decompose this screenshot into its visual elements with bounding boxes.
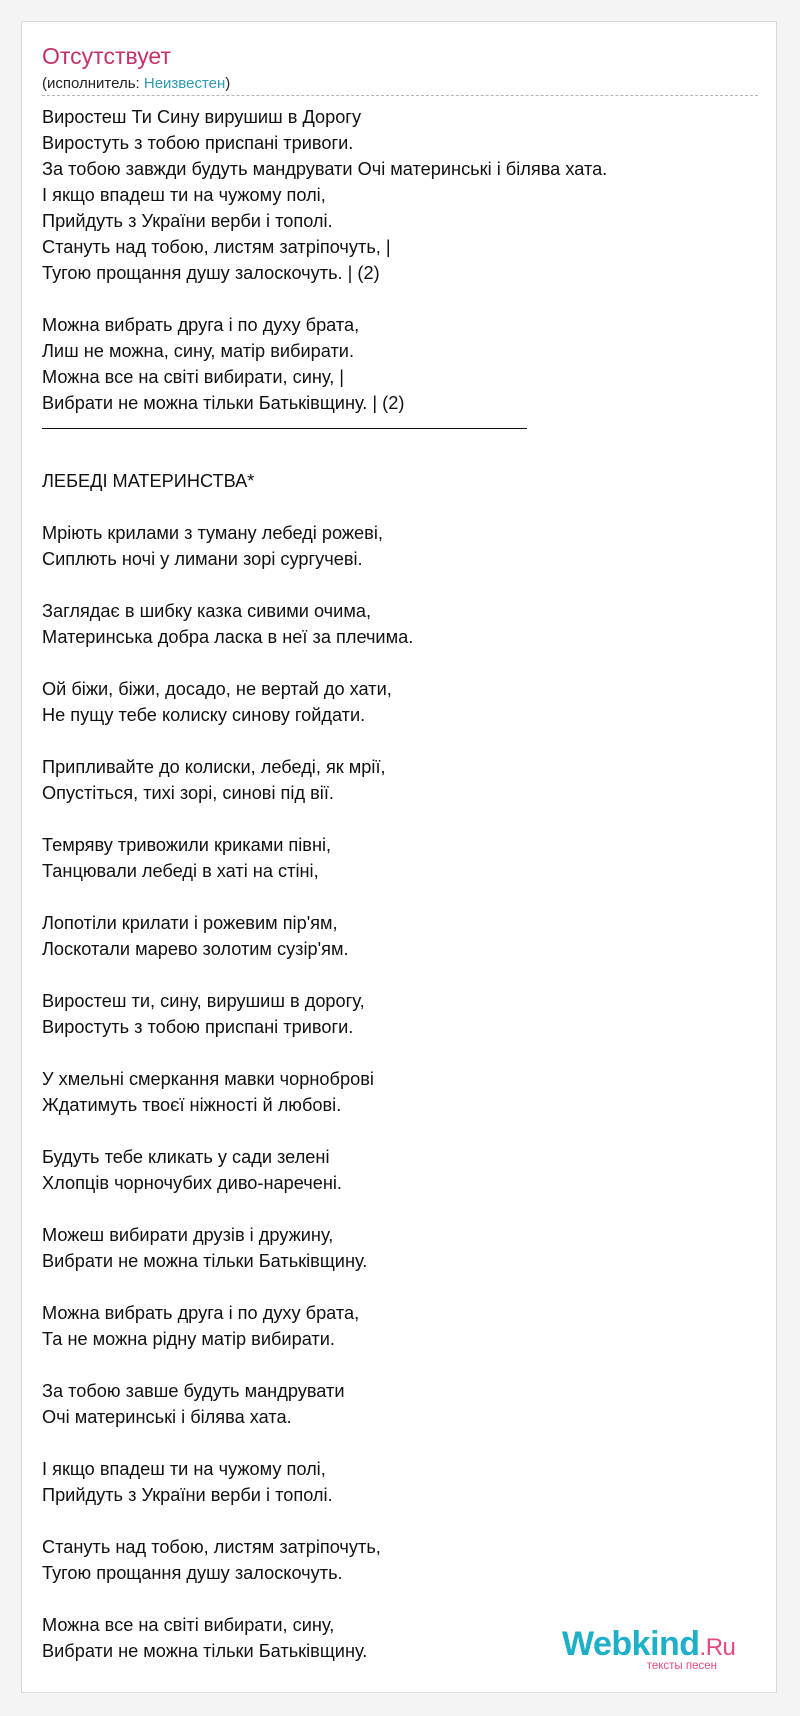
lyric-line: Вибрати не можна тільки Батьківщину. — [42, 1641, 368, 1661]
lyric-line: Вибрати не можна тільки Батьківщину. — [42, 1251, 368, 1271]
lyric-line: Можна все на світі вибирати, сину, — [42, 1615, 335, 1635]
artist-line — [42, 74, 230, 94]
blank-line — [42, 1508, 758, 1534]
lyric-line: За тобою завжди будуть мандрувати Очі материнські і білява хата. — [42, 159, 608, 179]
lyric-line: Лоскотали марево золотим сузір'ям. — [42, 939, 349, 959]
title-divider — [42, 95, 758, 96]
artist-link[interactable]: Неизвестен — [143, 75, 226, 92]
artist-suffix: ) — [225, 75, 231, 92]
lyric-line: Тугою прощання душу залоскочуть. | (2) — [42, 263, 380, 283]
webkind-logo[interactable] — [562, 1626, 752, 1676]
blank-line — [42, 962, 758, 988]
lyric-line: Сиплють ночі у лимани зорі сургучеві. — [42, 549, 363, 569]
lyric-line: Темряву тривожили криками півні, — [42, 835, 332, 855]
blank-line — [42, 572, 758, 598]
lyric-line: Опустіться, тихі зорі, синові під вії. — [42, 783, 334, 803]
lyric-line: Можна вибрать друга і по духу брата, — [42, 1303, 360, 1323]
blank-line — [42, 1586, 758, 1612]
logo-tagline: тексты песен — [646, 1660, 717, 1672]
lyric-line: Та не можна рідну матір вибирати. — [42, 1329, 335, 1349]
lyric-line: Виростуть з тобою приспані тривоги. — [42, 1017, 354, 1037]
blank-line — [42, 884, 758, 910]
lyric-line: Будуть тебе кликать у сади зелені — [42, 1147, 330, 1167]
lyric-line: Можна все на світі вибирати, сину, | — [42, 367, 345, 387]
blank-line — [42, 650, 758, 676]
lyric-line: Прийдуть з України верби і тополі. — [42, 1485, 333, 1505]
lyric-line: Виростеш ти, сину, вирушиш в дорогу, — [42, 991, 365, 1011]
lyric-line: Мріють крилами з туману лебеді рожеві, — [42, 523, 383, 543]
logo-suffix: .Ru — [699, 1634, 736, 1661]
blank-line — [42, 728, 758, 754]
section-separator — [42, 416, 758, 442]
lyric-line: Лиш не можна, сину, матір вибирати. — [42, 341, 355, 361]
blank-line — [42, 1196, 758, 1222]
blank-line — [42, 1430, 758, 1456]
artist-prefix: (исполнитель: — [42, 75, 144, 92]
blank-line — [42, 1118, 758, 1144]
logo-main-text: Webkind — [562, 1625, 700, 1663]
lyric-line: Очі материнські і білява хата. — [42, 1407, 292, 1427]
blank-line — [42, 442, 758, 468]
lyric-line: Виростеш Ти Сину вирушиш в Дорогу — [42, 107, 362, 127]
lyric-line: Хлопців чорночубих диво-наречені. — [42, 1173, 342, 1193]
lyric-line: Вибрати не можна тільки Батьківщину. | (2) — [42, 393, 405, 413]
lyric-line: І якщо впадеш ти на чужому полі, — [42, 1459, 326, 1479]
lyric-line: Заглядає в шибку казка сивими очима, — [42, 601, 371, 621]
lyrics-text — [42, 104, 758, 1664]
lyric-line: Прийдуть з України верби і тополі. — [42, 211, 333, 231]
blank-line — [42, 806, 758, 832]
lyrics-card — [21, 21, 777, 1693]
lyric-line: ЛЕБЕДІ МАТЕРИНСТВА* — [42, 471, 255, 491]
blank-line — [42, 494, 758, 520]
blank-line — [42, 1040, 758, 1066]
lyric-line: Ой біжи, біжи, досадо, не вертай до хати, — [42, 679, 392, 699]
lyric-line: Можеш вибирати друзів і дружину, — [42, 1225, 334, 1245]
lyric-line: Можна вибрать друга і по духу брата, — [42, 315, 360, 335]
lyric-line: За тобою завше будуть мандрувати — [42, 1381, 345, 1401]
blank-line — [42, 1274, 758, 1300]
lyric-line: Не пущу тебе колиску синову гойдати. — [42, 705, 366, 725]
lyric-line: Припливайте до колиски, лебеді, як мрії, — [42, 757, 386, 777]
lyric-line: Лопотіли крилати і рожевим пір'ям, — [42, 913, 338, 933]
blank-line — [42, 1352, 758, 1378]
lyric-line: Тугою прощання душу залоскочуть. — [42, 1563, 343, 1583]
lyric-line: Ждатимуть твоєї ніжності й любові. — [42, 1095, 342, 1115]
lyric-line: Танцювали лебеді в хаті на стіні, — [42, 861, 319, 881]
lyric-line: Материнська добра ласка в неї за плечима. — [42, 627, 414, 647]
song-title: Отсутствует — [42, 43, 171, 69]
lyric-line: І якщо впадеш ти на чужому полі, — [42, 185, 326, 205]
lyric-line: У хмельні смеркання мавки чорноброві — [42, 1069, 374, 1089]
lyric-line: Стануть над тобою, листям затріпочуть, | — [42, 237, 391, 257]
lyric-line: Виростуть з тобою приспані тривоги. — [42, 133, 354, 153]
blank-line — [42, 286, 758, 312]
lyric-line: Стануть над тобою, листям затріпочуть, — [42, 1537, 381, 1557]
